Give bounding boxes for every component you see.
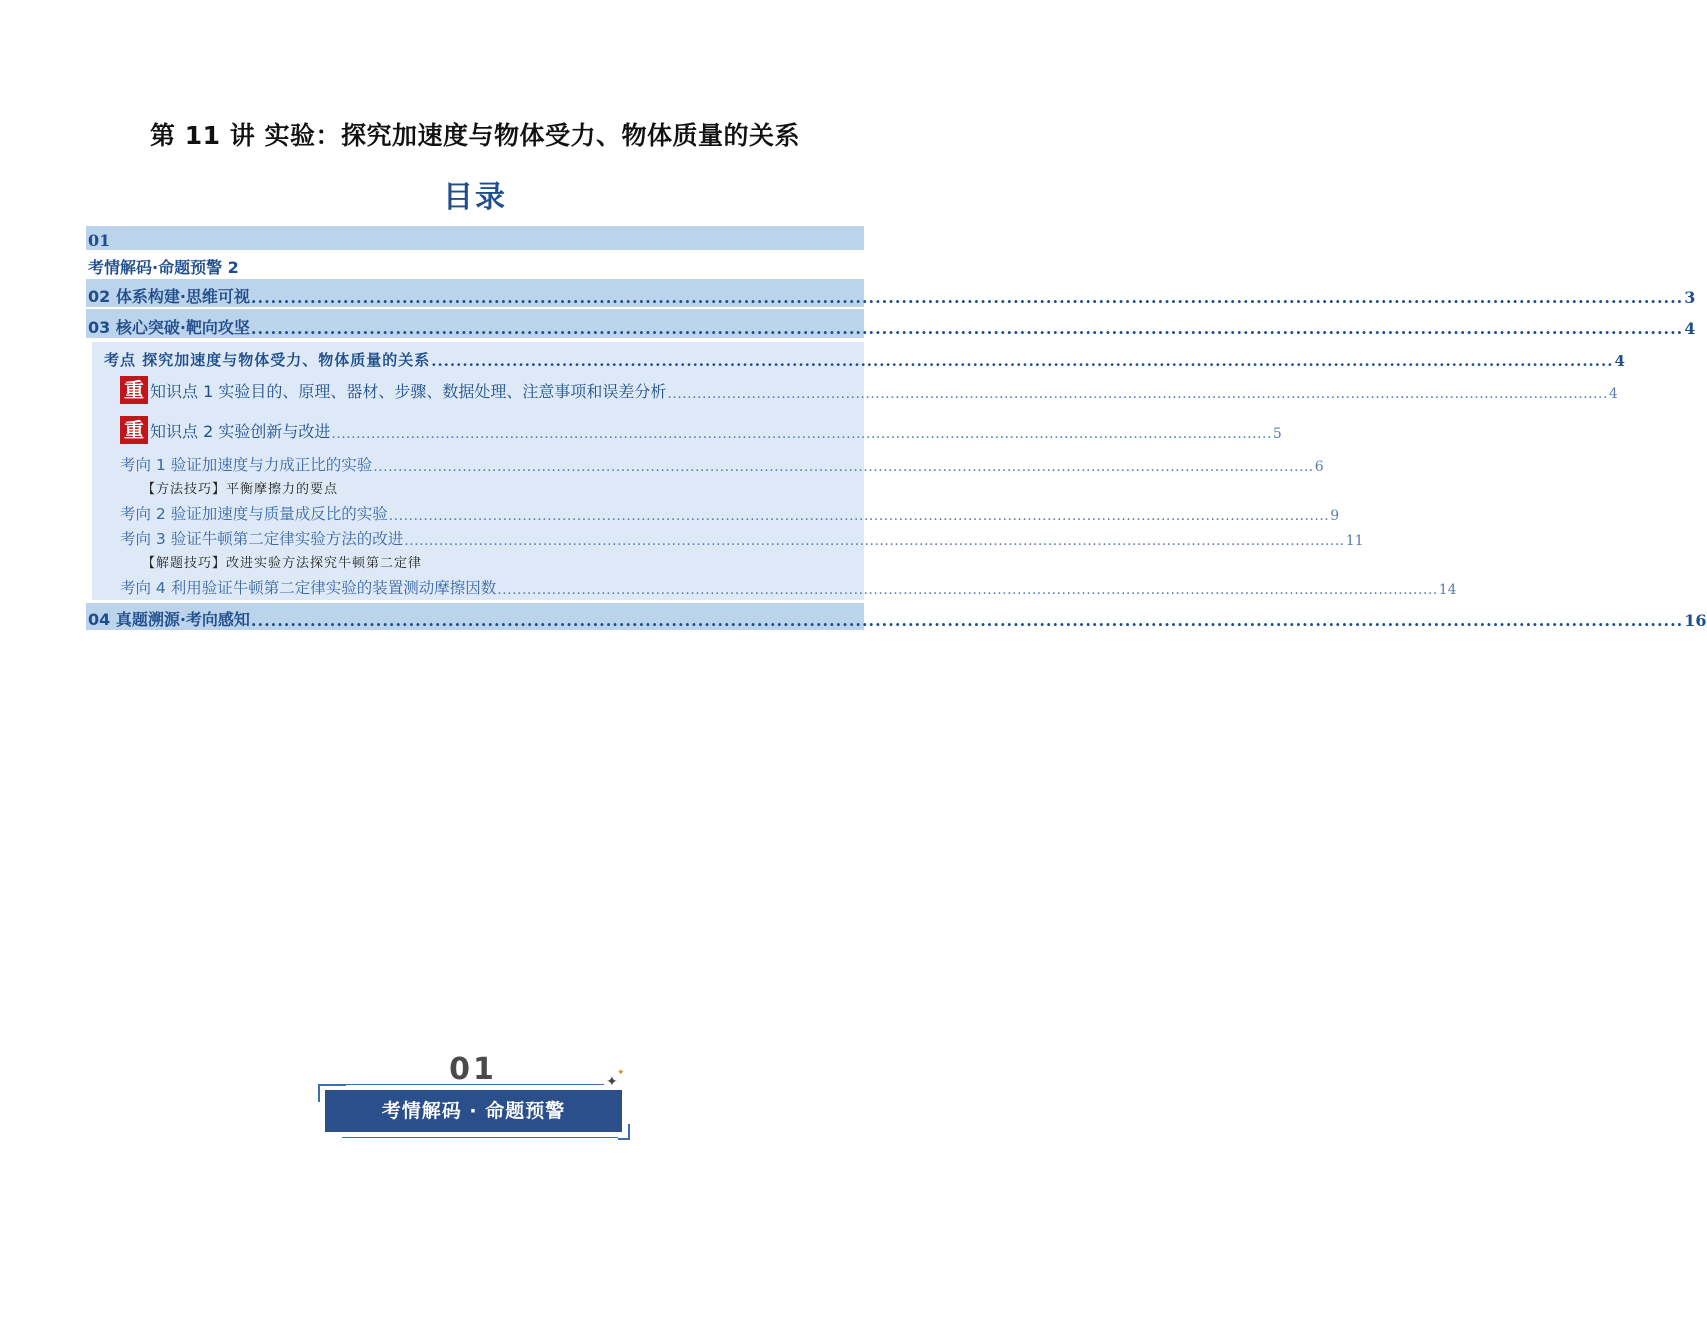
- banner-line-top: [344, 1084, 604, 1085]
- toc-section-04[interactable]: [86, 603, 1707, 630]
- toc-zhishidian-1-label: 知识点 1 实验目的、原理、器材、步骤、数据处理、注意事项和误差分析: [150, 381, 667, 401]
- toc-zhishidian-2-label: 知识点 2 实验创新与改进: [150, 421, 331, 441]
- toc-section-03-subitems: [92, 342, 1626, 600]
- toc-kaodian-label: 考点 探究加速度与物体受力、物体质量的关系: [104, 351, 431, 369]
- toc-section-02[interactable]: [86, 279, 1696, 307]
- toc-kaoxiang-2-label: 考向 2 验证加速度与质量成反比的实验: [120, 505, 388, 523]
- toc-leader-dots: ..............................................................................................................................................................................................: [331, 426, 1272, 442]
- toc-zhishidian-1-page: 4: [1608, 386, 1618, 402]
- toc-section-03[interactable]: [86, 309, 1696, 338]
- toc-leader-dots: ..............................................................................................................................................................................................: [404, 533, 1345, 549]
- toc-kaoxiang-2[interactable]: [92, 499, 1340, 524]
- toc-section-01-label: 考情解码·命题预警 2: [88, 258, 239, 277]
- toc-section-01-number[interactable]: [86, 226, 864, 250]
- toc-leader-dots: ..............................................................................................................................................................................................: [667, 386, 1608, 402]
- toc-zhishidian-2[interactable]: [92, 410, 1282, 450]
- toc-kaoxiang-1-label: 考向 1 验证加速度与力成正比的实验: [120, 456, 373, 474]
- toc-section-02-page: 3: [1684, 288, 1696, 307]
- toc-section-03-label: 03 核心突破·靶向攻坚: [88, 318, 250, 337]
- toc-kaoxiang-1-page: 6: [1314, 459, 1324, 475]
- key-point-badge-icon: 重: [120, 416, 148, 444]
- toc-leader-dots: ..............................................................................................................................................................................................: [431, 352, 1614, 370]
- toc-heading: 目录: [443, 180, 507, 215]
- toc-kaoxiang-2-page: 9: [1330, 508, 1340, 524]
- toc-tip-2[interactable]: [92, 549, 864, 573]
- toc-leader-dots: ..............................................................................................................................................................................................: [497, 582, 1438, 598]
- toc-kaoxiang-1[interactable]: [92, 450, 1324, 475]
- toc-kaoxiang-4[interactable]: [92, 573, 1457, 598]
- toc-kaoxiang-4-page: 14: [1438, 582, 1457, 598]
- toc-kaoxiang-4-label: 考向 4 利用验证牛顿第二定律实验的装置测动摩擦因数: [120, 579, 497, 597]
- toc-kaoxiang-3-label: 考向 3 验证牛顿第二定律实验方法的改进: [120, 530, 404, 548]
- banner-line-bottom: [342, 1137, 618, 1138]
- toc-kaoxiang-3-page: 11: [1345, 533, 1364, 549]
- toc-tip-1-label: 【方法技巧】平衡摩擦力的要点: [142, 481, 339, 497]
- sparkle-icon: ✦: [606, 1074, 618, 1090]
- toc-section-04-page: 16: [1684, 611, 1707, 630]
- sparkle-icon: ✦: [617, 1068, 625, 1078]
- toc-tip-2-label: 【解题技巧】改进实验方法探究牛顿第二定律: [142, 555, 423, 571]
- table-of-contents: [86, 226, 1707, 630]
- toc-zhishidian-1[interactable]: [92, 370, 1618, 410]
- toc-section-03-page: 4: [1684, 319, 1696, 338]
- section-banner: [318, 1050, 634, 1140]
- document-title: 第 11 讲 实验：探究加速度与物体受力、物体质量的关系: [150, 121, 800, 150]
- toc-leader-dots: ..............................................................................................................................................................................................: [373, 459, 1314, 475]
- toc-section-02-label: 02 体系构建·思维可视: [88, 287, 250, 306]
- toc-kaoxiang-3[interactable]: [92, 524, 1364, 549]
- toc-section-04-label: 04 真题溯源·考向感知: [88, 610, 250, 629]
- toc-section-01-number-label: 01: [88, 231, 111, 250]
- toc-leader-dots: ..............................................................................................................................................................................................: [388, 508, 1330, 524]
- toc-zhishidian-2-page: 5: [1272, 426, 1282, 442]
- banner-bracket-bottom-right: [618, 1124, 630, 1140]
- toc-kaodian[interactable]: [92, 342, 1626, 370]
- toc-section-01[interactable]: [86, 250, 864, 278]
- section-banner-title: 考情解码 · 命题预警: [325, 1090, 622, 1132]
- toc-leader-dots: ..........................................................................................................................................................................................................................: [250, 319, 1684, 338]
- toc-leader-dots: ..........................................................................................................................................................................................................................: [250, 611, 1684, 630]
- toc-leader-dots: ..........................................................................................................................................................................................................................: [250, 288, 1684, 307]
- toc-tip-1[interactable]: [92, 475, 864, 499]
- key-point-badge-icon: 重: [120, 376, 148, 404]
- toc-kaodian-page: 4: [1614, 352, 1626, 370]
- section-banner-number: 01: [449, 1052, 497, 1087]
